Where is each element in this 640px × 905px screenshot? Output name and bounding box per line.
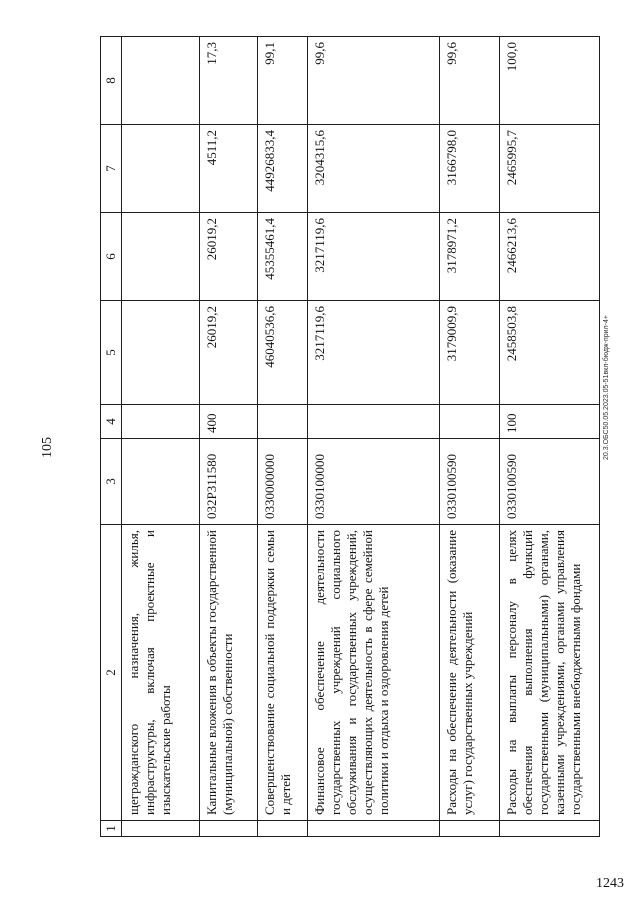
value-cell-6: 3178971,2 bbox=[440, 213, 500, 301]
value-cell-8: 99,6 bbox=[308, 37, 440, 125]
row-number-cell bbox=[308, 821, 440, 837]
value-cell-5: 2458503,8 bbox=[500, 301, 600, 405]
description-cell: Расходы на выплаты персоналу в целях обеспечения выполнения функций государственными (муниципальными) органами, казенными учреждениями, органами управления государственными внебюджетными фондами bbox=[500, 525, 600, 821]
header-cell: 3 bbox=[101, 439, 122, 525]
description-cell: Финансовое обеспечение деятельности государственных учреждений социального обслуживания и государственных учреждений, осуществляющих деятельность в сфере семейной политики и отдыха и оздоровления детей bbox=[308, 525, 440, 821]
value-cell-8: 99,1 bbox=[258, 37, 308, 125]
value-cell-5: 3217119,6 bbox=[308, 301, 440, 405]
table-row bbox=[440, 37, 500, 837]
header-cell: 4 bbox=[101, 405, 122, 439]
value-cell-5 bbox=[122, 301, 200, 405]
table-row bbox=[200, 37, 258, 837]
value-cell-7: 2465995,7 bbox=[500, 125, 600, 213]
header-cell: 8 bbox=[101, 37, 122, 125]
margin-stamp bbox=[603, 40, 615, 460]
group-cell bbox=[258, 405, 308, 439]
header-cell: 7 bbox=[101, 125, 122, 213]
value-cell-7: 4511,2 bbox=[200, 125, 258, 213]
value-cell-8: 100,0 bbox=[500, 37, 600, 125]
value-cell-7 bbox=[122, 125, 200, 213]
value-cell-8: 17,3 bbox=[200, 37, 258, 125]
margin-number: 1243 bbox=[596, 876, 624, 891]
value-cell-5: 3179009,9 bbox=[440, 301, 500, 405]
code-cell: 0330100590 bbox=[440, 439, 500, 525]
code-cell: 0330100590 bbox=[500, 439, 600, 525]
description-cell: Совершенствование социальной поддержки семьи и детей bbox=[258, 525, 308, 821]
value-cell-6: 2466213,6 bbox=[500, 213, 600, 301]
table-header-row bbox=[101, 37, 122, 837]
page-number-text: 105 bbox=[40, 437, 55, 458]
value-cell-8: 99,6 bbox=[440, 37, 500, 125]
table-row bbox=[500, 37, 600, 837]
group-cell: 100 bbox=[500, 405, 600, 439]
page-number bbox=[40, 424, 60, 464]
value-cell-5: 26019,2 bbox=[200, 301, 258, 405]
group-cell bbox=[440, 405, 500, 439]
description-cell: щегражданского назначения, жилья, инфраструктуры, включая проектные и изыскательские работы bbox=[122, 525, 200, 821]
value-cell-8 bbox=[122, 37, 200, 125]
value-cell-5: 46040536,6 bbox=[258, 301, 308, 405]
value-cell-6: 26019,2 bbox=[200, 213, 258, 301]
margin-stamp-text: 20.3.ОБС50.05.2023.05-51вкл-бюдж-прил-4+ bbox=[603, 315, 610, 460]
code-cell: 0330100000 bbox=[308, 439, 440, 525]
table-row bbox=[258, 37, 308, 837]
header-cell: 1 bbox=[101, 821, 122, 837]
header-cell: 5 bbox=[101, 301, 122, 405]
value-cell-7: 3166798,0 bbox=[440, 125, 500, 213]
header-cell: 6 bbox=[101, 213, 122, 301]
value-cell-6: 45355461,4 bbox=[258, 213, 308, 301]
code-cell bbox=[122, 439, 200, 525]
table-row bbox=[122, 37, 200, 837]
row-number-cell bbox=[258, 821, 308, 837]
row-number-cell bbox=[440, 821, 500, 837]
value-cell-7: 3204315,6 bbox=[308, 125, 440, 213]
group-cell bbox=[308, 405, 440, 439]
group-cell: 400 bbox=[200, 405, 258, 439]
code-cell: 0330000000 bbox=[258, 439, 308, 525]
row-number-cell bbox=[200, 821, 258, 837]
code-cell: 032Р311580 bbox=[200, 439, 258, 525]
header-cell: 2 bbox=[101, 525, 122, 821]
rotated-table-area bbox=[100, 37, 583, 837]
description-cell: Расходы на обеспечение деятельности (оказание услуг) государственных учреждений bbox=[440, 525, 500, 821]
value-cell-6 bbox=[122, 213, 200, 301]
description-cell: Капитальные вложения в объекты государственной (муниципальной) собственности bbox=[200, 525, 258, 821]
group-cell bbox=[122, 405, 200, 439]
table-row bbox=[308, 37, 440, 837]
value-cell-6: 3217119,6 bbox=[308, 213, 440, 301]
budget-table bbox=[100, 36, 600, 837]
value-cell-7: 44926833,4 bbox=[258, 125, 308, 213]
row-number-cell bbox=[122, 821, 200, 837]
row-number-cell bbox=[500, 821, 600, 837]
